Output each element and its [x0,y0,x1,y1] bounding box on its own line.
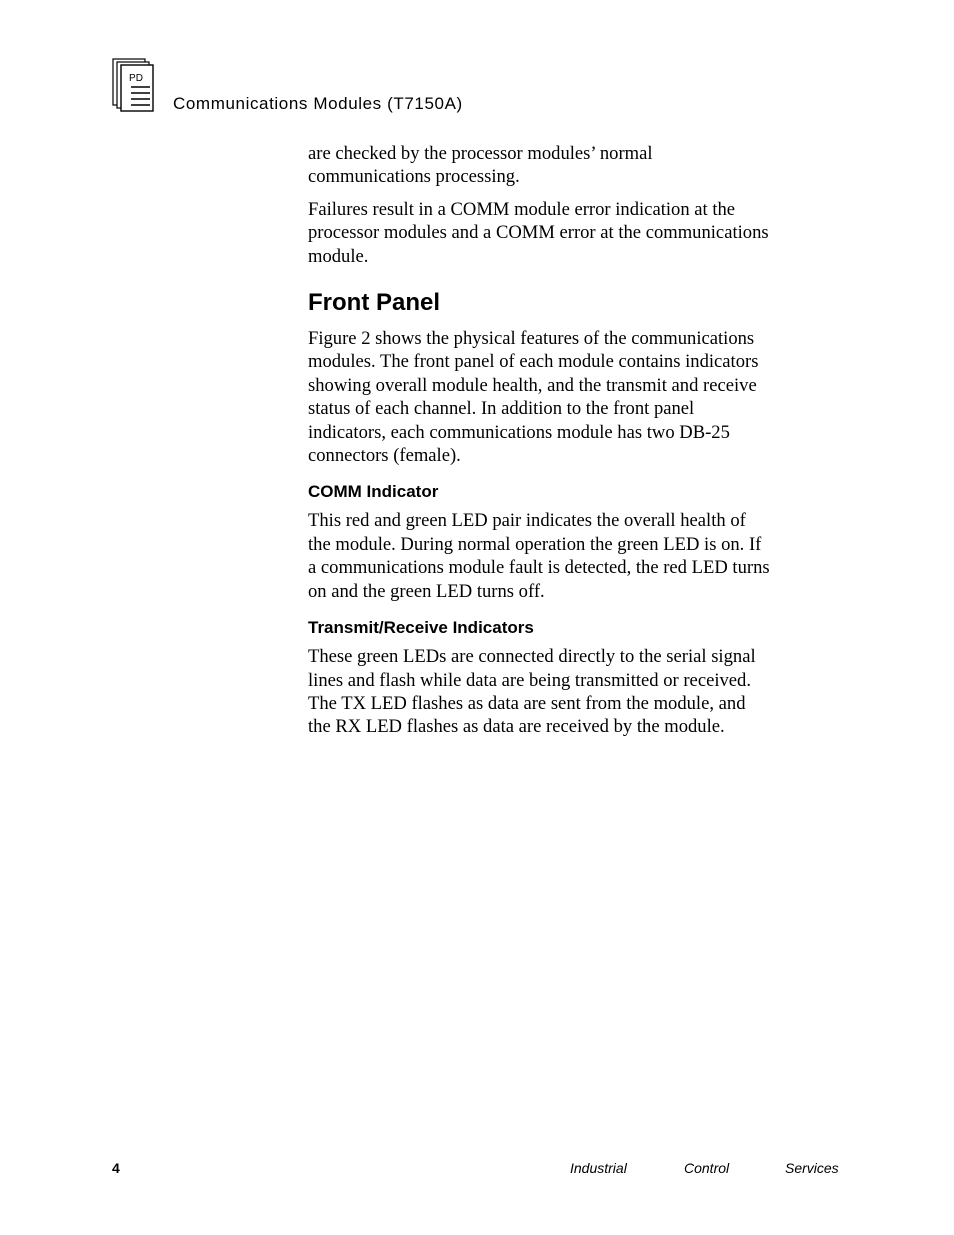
footer-brand-word-1: Industrial [570,1160,627,1176]
pd-logo-icon [112,58,156,112]
svg-text:PD: PD [129,73,143,84]
comm-indicator-paragraph: This red and green LED pair indicates the overall health of the module. During normal operation the green LED is on. If a communications module fault is detected, the red LED turns on and the green LED turns off. [308,510,770,602]
comm-indicator-heading: COMM Indicator [308,482,439,502]
txrx-indicators-paragraph: These green LEDs are connected directly to the serial signal lines and flash while data are being transmitted or received. The TX LED flashes as data are sent from the module, and the RX LED flashes as data are received by the module. [308,646,756,738]
running-header: Communications Modules (T7150A) [173,94,463,113]
page-number: 4 [112,1160,120,1176]
txrx-indicators-heading: Transmit/Receive Indicators [308,618,534,638]
front-panel-heading: Front Panel [308,289,441,317]
front-panel-paragraph: Figure 2 shows the physical features of the communications modules. The front panel of each module contains indicators showing overall module health, and the transmit and receive status of each channel. In addition to the front panel indicators, each communications module has two DB-25 connectors (female). [308,328,759,467]
intro-paragraph-1: are checked by the processor modules’ normal communications processing. [308,143,653,188]
footer-brand-word-3: Services [785,1160,839,1176]
main-content [308,142,848,748]
intro-paragraph-2: Failures result in a COMM module error indication at the processor modules and a COMM error at the communications module. [308,198,769,267]
footer-brand-word-2: Control [684,1160,730,1176]
